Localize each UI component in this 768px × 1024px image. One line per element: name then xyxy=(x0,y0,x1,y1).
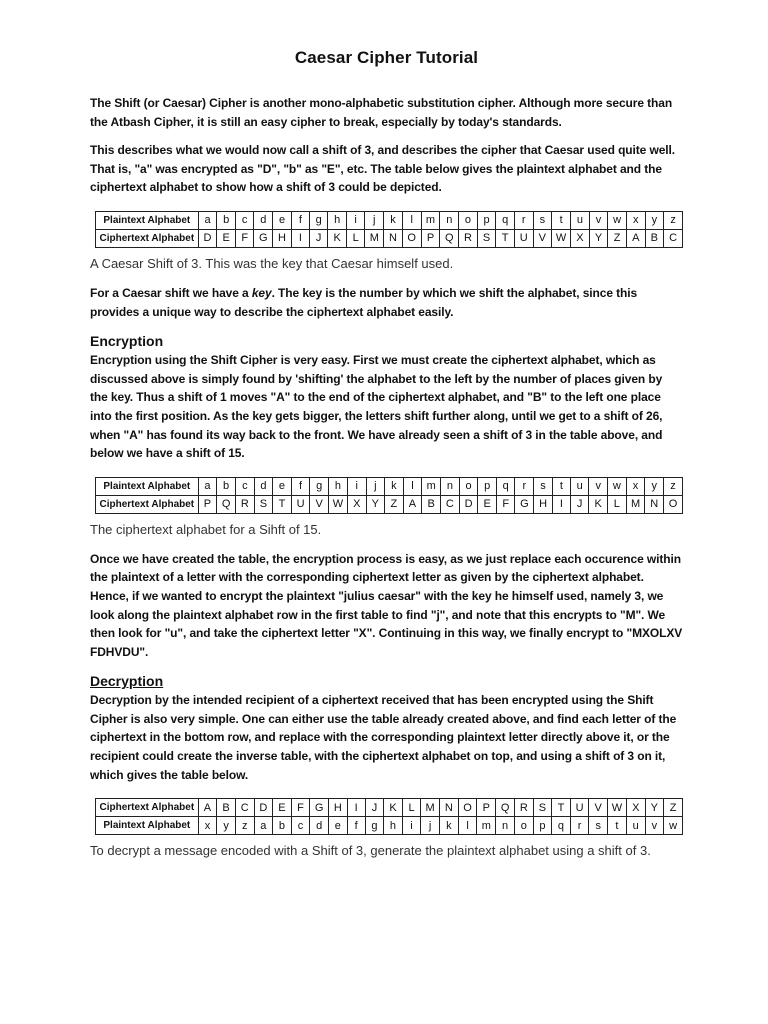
letter-cell: n xyxy=(440,211,459,229)
letter-cell: q xyxy=(496,477,515,495)
letter-cell: P xyxy=(421,229,440,247)
letter-cell: j xyxy=(421,817,440,835)
letter-cell: l xyxy=(402,211,421,229)
table-caption-2: The ciphertext alphabet for a Sihft of 15. xyxy=(90,521,322,537)
encryption-paragraph-1: Encryption using the Shift Cipher is very easy. First we must create the ciphertext alphabet, which as discussed above is simply found by 'shifting' the alphabet to the left by the number of places given by the key. Thus a shift of 1 moves "A" to the end of the ciphertext alphabet, and "B" to the left one place into the first position. As the key gets bigger, the letters shift further along, until we get to a shift of 26, when "A" has found its way back to the front. We have already seen a shift of 3 in the table above, and below we have a shift of 15. xyxy=(90,353,663,461)
letter-cell: R xyxy=(235,495,254,513)
letter-cell: Q xyxy=(217,495,236,513)
letter-cell: X xyxy=(626,799,645,817)
intro-paragraph-1: The Shift (or Caesar) Cipher is another mono-alphabetic substitution cipher. Although more secure than the Atbash Cipher, it is still an easy cipher to break, especially by today's standards. xyxy=(90,96,673,129)
letter-cell: f xyxy=(291,477,310,495)
letter-cell: x xyxy=(626,477,645,495)
letter-cell: K xyxy=(328,229,347,247)
letter-cell: b xyxy=(273,817,292,835)
encryption-heading: Encryption xyxy=(90,333,164,350)
letter-cell: S xyxy=(533,799,552,817)
row-label: Plaintext Alphabet xyxy=(96,211,199,229)
row-label: Plaintext Alphabet xyxy=(96,477,199,495)
letter-cell: U xyxy=(291,495,310,513)
letter-cell: v xyxy=(645,817,664,835)
key-text-after: . The key is the number by which we shift the alphabet, since this provides a unique way to describe the ciphertext alphabet easily. xyxy=(90,285,638,319)
letter-cell: Z xyxy=(608,229,627,247)
letter-cell: O xyxy=(664,495,683,513)
letter-cell: v xyxy=(589,477,608,495)
table-row xyxy=(96,211,683,229)
letter-cell: Y xyxy=(589,229,608,247)
letter-cell: R xyxy=(459,229,478,247)
table-row xyxy=(96,799,683,817)
letter-cell: i xyxy=(346,211,364,229)
letter-cell: J xyxy=(365,799,383,817)
row-label: Ciphertext Alphabet xyxy=(96,229,199,247)
letter-cell: N xyxy=(384,229,403,247)
letter-cell: i xyxy=(347,477,366,495)
letter-cell: h xyxy=(384,817,403,835)
letter-cell: W xyxy=(552,229,571,247)
letter-cell: q xyxy=(552,817,571,835)
letter-cell: W xyxy=(607,799,626,817)
letter-cell: Z xyxy=(664,799,683,817)
letter-cell: z xyxy=(664,211,683,229)
letter-cell: r xyxy=(515,477,534,495)
key-word: key xyxy=(251,285,272,300)
letter-cell: k xyxy=(385,477,404,495)
shift-3-table xyxy=(95,211,683,248)
letter-cell: O xyxy=(402,229,421,247)
row-label: Plaintext Alphabet xyxy=(96,817,199,835)
letter-cell: p xyxy=(533,817,552,835)
letter-cell: d xyxy=(254,211,273,229)
letter-cell: K xyxy=(384,799,403,817)
letter-cell: s xyxy=(534,477,553,495)
letter-cell: a xyxy=(198,211,217,229)
letter-cell: m xyxy=(477,817,496,835)
letter-cell: G xyxy=(310,799,329,817)
letter-cell: v xyxy=(589,211,608,229)
letter-cell: F xyxy=(496,495,515,513)
table-row xyxy=(96,229,683,247)
letter-cell: A xyxy=(198,799,217,817)
letter-cell: s xyxy=(533,211,552,229)
letter-cell: L xyxy=(402,799,420,817)
letter-cell: z xyxy=(235,817,254,835)
letter-cell: t xyxy=(607,817,626,835)
table-row xyxy=(96,495,683,513)
letter-cell: Z xyxy=(385,495,404,513)
letter-cell: s xyxy=(589,817,608,835)
letter-cell: H xyxy=(534,495,553,513)
letter-cell: N xyxy=(440,799,459,817)
letter-cell: x xyxy=(198,817,217,835)
letter-cell: P xyxy=(477,799,496,817)
letter-cell: g xyxy=(310,477,329,495)
letter-cell: M xyxy=(421,799,440,817)
letter-cell: L xyxy=(607,495,626,513)
letter-cell: q xyxy=(496,211,515,229)
letter-cell: d xyxy=(310,817,329,835)
letter-cell: c xyxy=(291,817,310,835)
letter-cell: F xyxy=(235,229,254,247)
letter-cell: C xyxy=(441,495,460,513)
table-row xyxy=(96,477,683,495)
decryption-heading: Decryption xyxy=(90,673,164,690)
letter-cell: w xyxy=(664,817,683,835)
letter-cell: e xyxy=(273,477,292,495)
letter-cell: V xyxy=(310,495,329,513)
letter-cell: f xyxy=(347,817,365,835)
letter-cell: T xyxy=(496,229,515,247)
table-row xyxy=(96,817,683,835)
letter-cell: e xyxy=(273,211,292,229)
letter-cell: e xyxy=(329,817,348,835)
letter-cell: k xyxy=(440,817,459,835)
letter-cell: S xyxy=(254,495,273,513)
letter-cell: J xyxy=(309,229,327,247)
letter-cell: h xyxy=(329,477,348,495)
letter-cell: E xyxy=(273,799,292,817)
letter-cell: z xyxy=(664,477,683,495)
letter-cell: x xyxy=(626,211,645,229)
letter-cell: A xyxy=(626,229,645,247)
letter-cell: E xyxy=(217,229,236,247)
letter-cell: U xyxy=(570,799,589,817)
letter-cell: G xyxy=(254,229,273,247)
letter-cell: H xyxy=(273,229,292,247)
letter-cell: D xyxy=(198,229,217,247)
letter-cell: f xyxy=(291,211,309,229)
letter-cell: T xyxy=(273,495,292,513)
row-label: Ciphertext Alphabet xyxy=(96,495,199,513)
letter-cell: u xyxy=(571,211,590,229)
letter-cell: t xyxy=(552,211,571,229)
letter-cell: g xyxy=(365,817,383,835)
letter-cell: j xyxy=(366,477,385,495)
letter-cell: a xyxy=(254,817,273,835)
letter-cell: D xyxy=(254,799,273,817)
letter-cell: I xyxy=(291,229,309,247)
letter-cell: i xyxy=(402,817,420,835)
letter-cell: W xyxy=(329,495,348,513)
letter-cell: X xyxy=(571,229,590,247)
letter-cell: A xyxy=(403,495,422,513)
letter-cell: c xyxy=(235,477,254,495)
letter-cell: o xyxy=(459,211,478,229)
key-text-before: For a Caesar shift we have a xyxy=(90,285,252,300)
letter-cell: G xyxy=(515,495,534,513)
letter-cell: t xyxy=(552,477,570,495)
key-paragraph xyxy=(90,284,683,321)
letter-cell: H xyxy=(329,799,348,817)
letter-cell: X xyxy=(347,495,366,513)
letter-cell: S xyxy=(477,229,496,247)
letter-cell: R xyxy=(514,799,533,817)
letter-cell: M xyxy=(626,495,645,513)
letter-cell: T xyxy=(552,799,571,817)
letter-cell: P xyxy=(198,495,217,513)
letter-cell: a xyxy=(198,477,217,495)
letter-cell: M xyxy=(365,229,384,247)
intro-paragraph-2: This describes what we would now call a shift of 3, and describes the cipher that Caesar used quite well. That is, "a" was encrypted as "D", "b" as "E", etc. The table below gives the plaintext alphabet and the ciphertext alphabet to show how a shift of 3 could be depicted. xyxy=(90,143,675,195)
letter-cell: B xyxy=(422,495,441,513)
letter-cell: n xyxy=(496,817,515,835)
row-label: Ciphertext Alphabet xyxy=(96,799,199,817)
letter-cell: y xyxy=(645,477,664,495)
letter-cell: N xyxy=(645,495,664,513)
letter-cell: p xyxy=(478,477,497,495)
letter-cell: o xyxy=(514,817,533,835)
letter-cell: K xyxy=(589,495,608,513)
letter-cell: I xyxy=(552,495,570,513)
letter-cell: c xyxy=(235,211,254,229)
letter-cell: J xyxy=(570,495,588,513)
letter-cell: E xyxy=(478,495,497,513)
letter-cell: k xyxy=(384,211,403,229)
letter-cell: n xyxy=(441,477,460,495)
letter-cell: V xyxy=(533,229,552,247)
letter-cell: w xyxy=(607,477,626,495)
inverse-shift-table xyxy=(95,798,683,835)
encryption-paragraph-2: Once we have created the table, the encryption process is easy, as we just replace each occurence within the plaintext of a letter with the corresponding ciphertext letter as given by the ciphertext alphabet. Hence, if we wanted to encrypt the plaintext "julius caesar" with the key he himself used, namely 3, we look along the plaintext alphabet row in the first table to find "j", and note that this encrypts to "M". We then look for "u", and take the ciphertext letter "X". Continuing in this way, we finally encrypt to "MXOLXV FDHVDU". xyxy=(90,551,683,659)
letter-cell: o xyxy=(459,477,478,495)
table-caption-1: A Caesar Shift of 3. This was the key that Caesar himself used. xyxy=(90,255,454,271)
letter-cell: l xyxy=(458,817,477,835)
letter-cell: j xyxy=(365,211,384,229)
letter-cell: g xyxy=(309,211,327,229)
letter-cell: B xyxy=(645,229,664,247)
letter-cell: F xyxy=(291,799,310,817)
letter-cell: C xyxy=(235,799,254,817)
letter-cell: m xyxy=(421,211,440,229)
page-title: Caesar Cipher Tutorial xyxy=(294,48,479,67)
letter-cell: L xyxy=(346,229,364,247)
letter-cell: h xyxy=(328,211,347,229)
letter-cell: d xyxy=(254,477,273,495)
letter-cell: m xyxy=(422,477,441,495)
letter-cell: Q xyxy=(440,229,459,247)
letter-cell: C xyxy=(664,229,683,247)
letter-cell: O xyxy=(458,799,477,817)
letter-cell: u xyxy=(570,477,588,495)
letter-cell: y xyxy=(645,211,664,229)
letter-cell: y xyxy=(217,817,236,835)
shift-15-table xyxy=(95,477,683,514)
letter-cell: Q xyxy=(496,799,515,817)
letter-cell: D xyxy=(459,495,478,513)
letter-cell: r xyxy=(514,211,533,229)
letter-cell: r xyxy=(570,817,589,835)
table-caption-3: To decrypt a message encoded with a Shift of 3, generate the plaintext alphabet using a shift of 3. xyxy=(90,843,651,859)
letter-cell: b xyxy=(217,211,236,229)
letter-cell: u xyxy=(626,817,645,835)
letter-cell: I xyxy=(347,799,365,817)
letter-cell: l xyxy=(403,477,422,495)
letter-cell: p xyxy=(477,211,496,229)
letter-cell: b xyxy=(217,477,236,495)
letter-cell: U xyxy=(514,229,533,247)
decryption-paragraph-1: Decryption by the intended recipient of a ciphertext received that has been encrypted using the Shift Cipher is also very simple. One can either use the table already created above, and find each letter of the ciphertext in the bottom row, and replace with the corresponding plaintext letter directly above it, or the recipient could create the inverse table, with the ciphertext alphabet on top, and using a shift of 3 on it, which gives the table below. xyxy=(90,693,677,782)
letter-cell: Y xyxy=(645,799,664,817)
letter-cell: w xyxy=(608,211,627,229)
letter-cell: V xyxy=(589,799,608,817)
letter-cell: B xyxy=(217,799,236,817)
letter-cell: Y xyxy=(366,495,385,513)
